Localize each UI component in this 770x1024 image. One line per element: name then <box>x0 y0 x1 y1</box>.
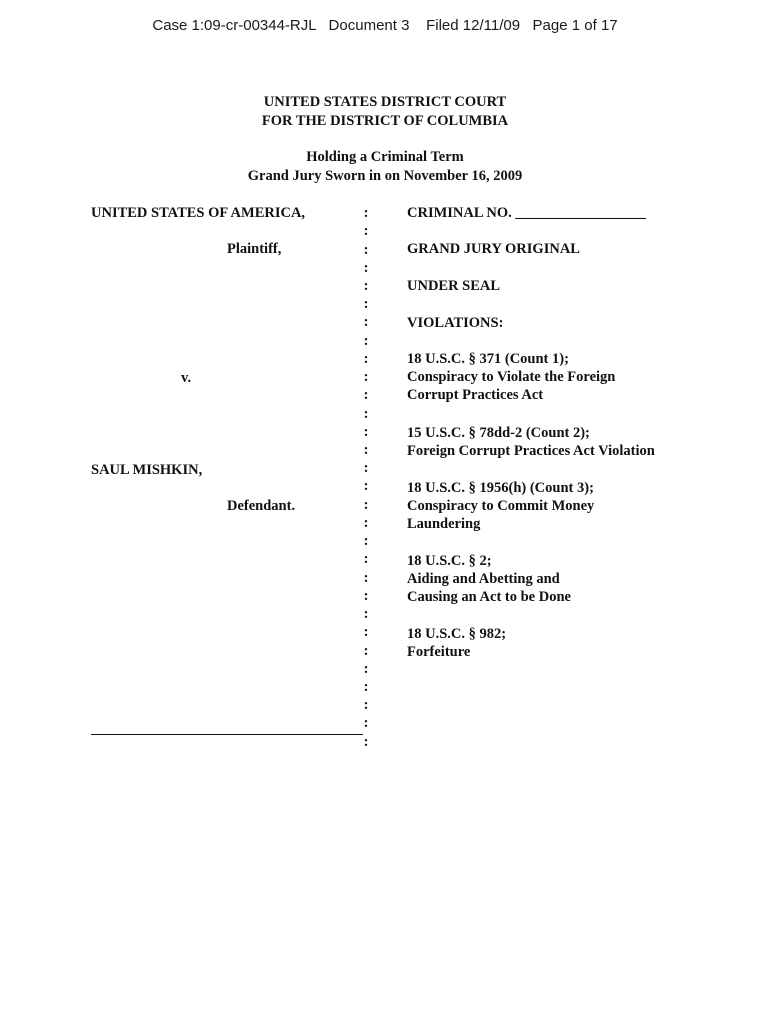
caption-colon: : <box>363 423 369 440</box>
caption-colon: : <box>363 277 369 294</box>
violation-line: 18 U.S.C. § 371 (Count 1); <box>407 351 569 367</box>
defendant-role: Defendant. <box>227 498 296 514</box>
under-seal-label: UNDER SEAL <box>407 278 501 294</box>
plaintiff-role: Plaintiff, <box>227 241 282 257</box>
caption-colon: : <box>363 460 369 477</box>
caption-colon: : <box>363 533 369 550</box>
caption-colon: : <box>363 624 369 641</box>
court-district: FOR THE DISTRICT OF COLUMBIA <box>261 113 509 129</box>
violation-count-1 <box>407 350 615 404</box>
caption-colon: : <box>363 442 369 458</box>
caption-colon: : <box>363 405 369 422</box>
caption-colon: : <box>363 296 369 313</box>
violation-line: 15 U.S.C. § 78dd-2 (Count 2); <box>407 425 590 441</box>
violation-line: Conspiracy to Violate the Foreign <box>407 369 616 385</box>
caption-colon: : <box>363 478 369 495</box>
caption-colon: : <box>363 606 369 623</box>
term-heading <box>0 148 770 186</box>
caption-colon: : <box>363 241 369 258</box>
defendant-name: SAUL MISHKIN, <box>91 462 203 478</box>
caption-colon: : <box>363 660 369 677</box>
caption-colon: : <box>363 551 369 568</box>
caption-colon: : <box>363 587 369 604</box>
caption-colon: : <box>363 259 369 276</box>
caption-colon: : <box>363 679 369 695</box>
violation-line: Foreign Corrupt Practices Act Violation <box>407 443 655 459</box>
caption-colon: : <box>363 496 369 513</box>
violation-line: Aiding and Abetting and <box>407 571 560 587</box>
violations-heading: VIOLATIONS: <box>407 315 504 331</box>
caption-colon: : <box>363 369 369 386</box>
term-line-1: Holding a Criminal Term <box>306 149 464 165</box>
violation-line: Conspiracy to Commit Money <box>407 498 595 514</box>
violation-line: 18 U.S.C. § 2; <box>407 553 492 569</box>
filing-header: Case 1:09-cr-00344-RJL Document 3 Filed 12/11/09 Page 1 of 17 <box>152 17 618 34</box>
violation-line: 18 U.S.C. § 982; <box>407 626 507 642</box>
violation-line: Laundering <box>407 516 481 532</box>
plaintiff-name: UNITED STATES OF AMERICA, <box>91 205 306 221</box>
term-line-2: Grand Jury Sworn in on November 16, 2009 <box>247 168 523 184</box>
versus: v. <box>181 370 192 386</box>
caption-colon: : <box>363 569 369 586</box>
court-heading <box>0 93 770 131</box>
caption-colon: : <box>363 350 369 367</box>
violation-line: Forfeiture <box>407 644 471 660</box>
caption-colon: : <box>363 715 369 732</box>
court-name: UNITED STATES DISTRICT COURT <box>263 94 507 110</box>
grand-jury-label: GRAND JURY ORIGINAL <box>407 241 580 257</box>
caption-colon: : <box>363 387 369 404</box>
caption-colon: : <box>363 697 369 714</box>
caption-colon: : <box>363 332 369 349</box>
caption-colon: : <box>363 733 369 750</box>
caption-colon: : <box>363 223 369 240</box>
caption-colon: : <box>363 514 369 531</box>
violation-count-3 <box>407 479 594 533</box>
violation-line: Causing an Act to be Done <box>407 589 571 605</box>
violation-count-2 <box>407 424 655 460</box>
caption-rule <box>91 734 363 735</box>
violation-line: Corrupt Practices Act <box>407 387 544 403</box>
caption-colon: : <box>363 642 369 659</box>
violation-forfeiture <box>407 625 506 661</box>
criminal-number: CRIMINAL NO. __________________ <box>407 205 646 221</box>
caption-colon: : <box>363 314 369 331</box>
caption-colon: : <box>363 205 369 221</box>
violation-aiding-abetting <box>407 552 571 606</box>
violation-line: 18 U.S.C. § 1956(h) (Count 3); <box>407 480 594 496</box>
